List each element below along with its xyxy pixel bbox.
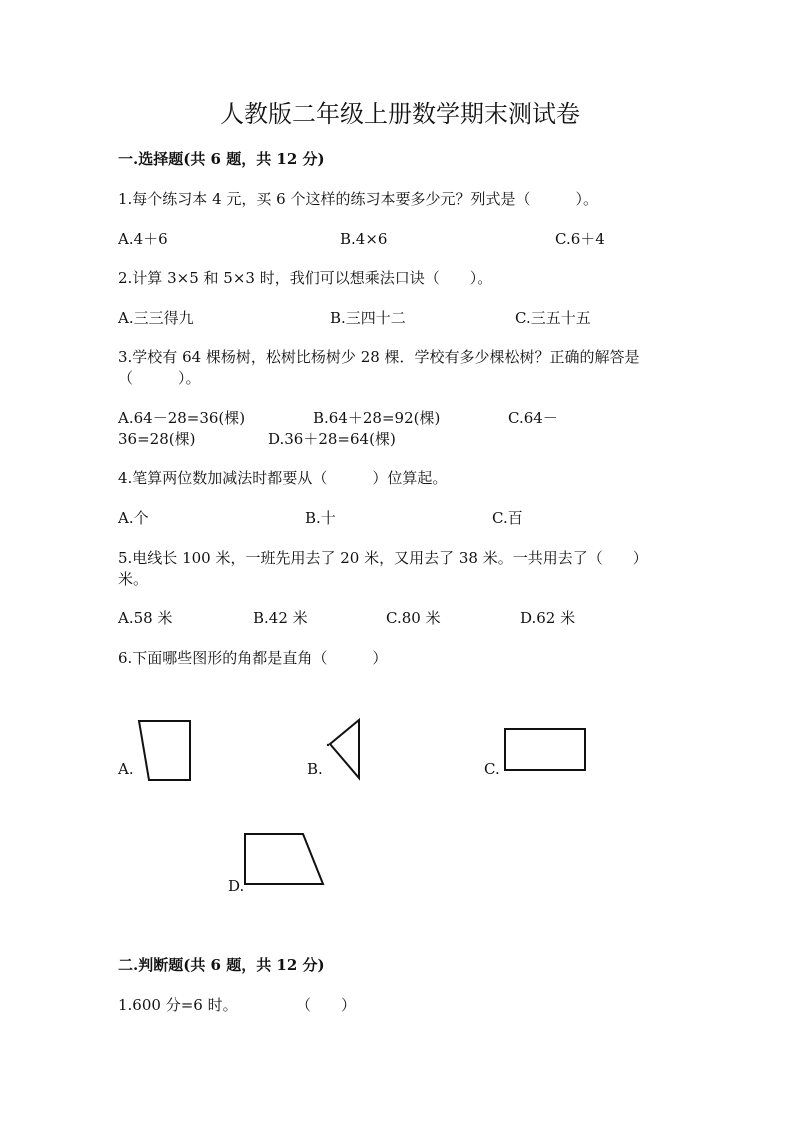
question-6-text: 6.下面哪些图形的角都是直角（ ） — [118, 649, 388, 667]
question-3-option-d: D.36＋28=64(棵) — [268, 430, 396, 448]
judgment-1-blank[interactable]: （ ） — [296, 996, 357, 1014]
figure-b-triangle — [323, 717, 363, 783]
question-5-option-c: C.80 米 — [386, 609, 441, 627]
question-1-option-c: C.6＋4 — [555, 230, 605, 248]
question-5-text-line2: 米。 — [118, 570, 149, 588]
question-1-text: 1.每个练习本 4 元，买 6 个这样的练习本要多少元？列式是（ ）。 — [118, 190, 598, 208]
question-2-text: 2.计算 3×5 和 5×3 时，我们可以想乘法口诀（ ）。 — [118, 269, 493, 287]
question-2-option-c: C.三五十五 — [515, 309, 591, 327]
figure-c-label: C. — [484, 760, 500, 778]
question-5-option-a: A.58 米 — [118, 609, 173, 627]
question-2-option-b: B.三四十二 — [330, 309, 406, 327]
figure-d-trapezoid — [242, 831, 328, 889]
question-3-option-c-part1: C.64－ — [508, 409, 558, 427]
question-5-text-line1: 5.电线长 100 米，一班先用去了 20 米，又用去了 38 米。一共用去了（ ） — [118, 549, 648, 567]
question-1-option-b: B.4×6 — [340, 230, 388, 248]
question-3-option-c-part2: 36=28(棵) — [118, 430, 196, 448]
question-5-option-d: D.62 米 — [520, 609, 576, 627]
question-4-text: 4.笔算两位数加减法时都要从（ ）位算起。 — [118, 469, 448, 487]
question-3-option-b: B.64＋28=92(棵) — [313, 409, 441, 427]
figure-c-rectangle — [503, 727, 589, 773]
question-4-option-c: C.百 — [492, 509, 523, 527]
question-2-option-a: A.三三得九 — [118, 309, 194, 327]
question-5-option-b: B.42 米 — [253, 609, 308, 627]
question-3-text-line2: （ ）。 — [118, 369, 201, 387]
figure-b-label: B. — [307, 760, 323, 778]
figure-a-quadrilateral — [136, 718, 196, 784]
page-title: 人教版二年级上册数学期末测试卷 — [220, 100, 580, 128]
section-heading-judgment: 二.判断题(共 6 题，共 12 分) — [118, 956, 325, 974]
figure-a-label: A. — [118, 760, 134, 778]
judgment-1-text: 1.600 分=6 时。 — [118, 996, 238, 1014]
section-heading-choice: 一.选择题(共 6 题，共 12 分) — [118, 150, 325, 168]
question-3-option-a: A.64－28=36(棵) — [118, 409, 246, 427]
question-3-text-line1: 3.学校有 64 棵杨树，松树比杨树少 28 棵．学校有多少棵松树？正确的解答是 — [118, 348, 640, 366]
question-1-option-a: A.4＋6 — [118, 230, 168, 248]
question-4-option-b: B.十 — [305, 509, 336, 527]
figure-d-label: D. — [228, 877, 245, 895]
question-4-option-a: A.个 — [118, 509, 149, 527]
